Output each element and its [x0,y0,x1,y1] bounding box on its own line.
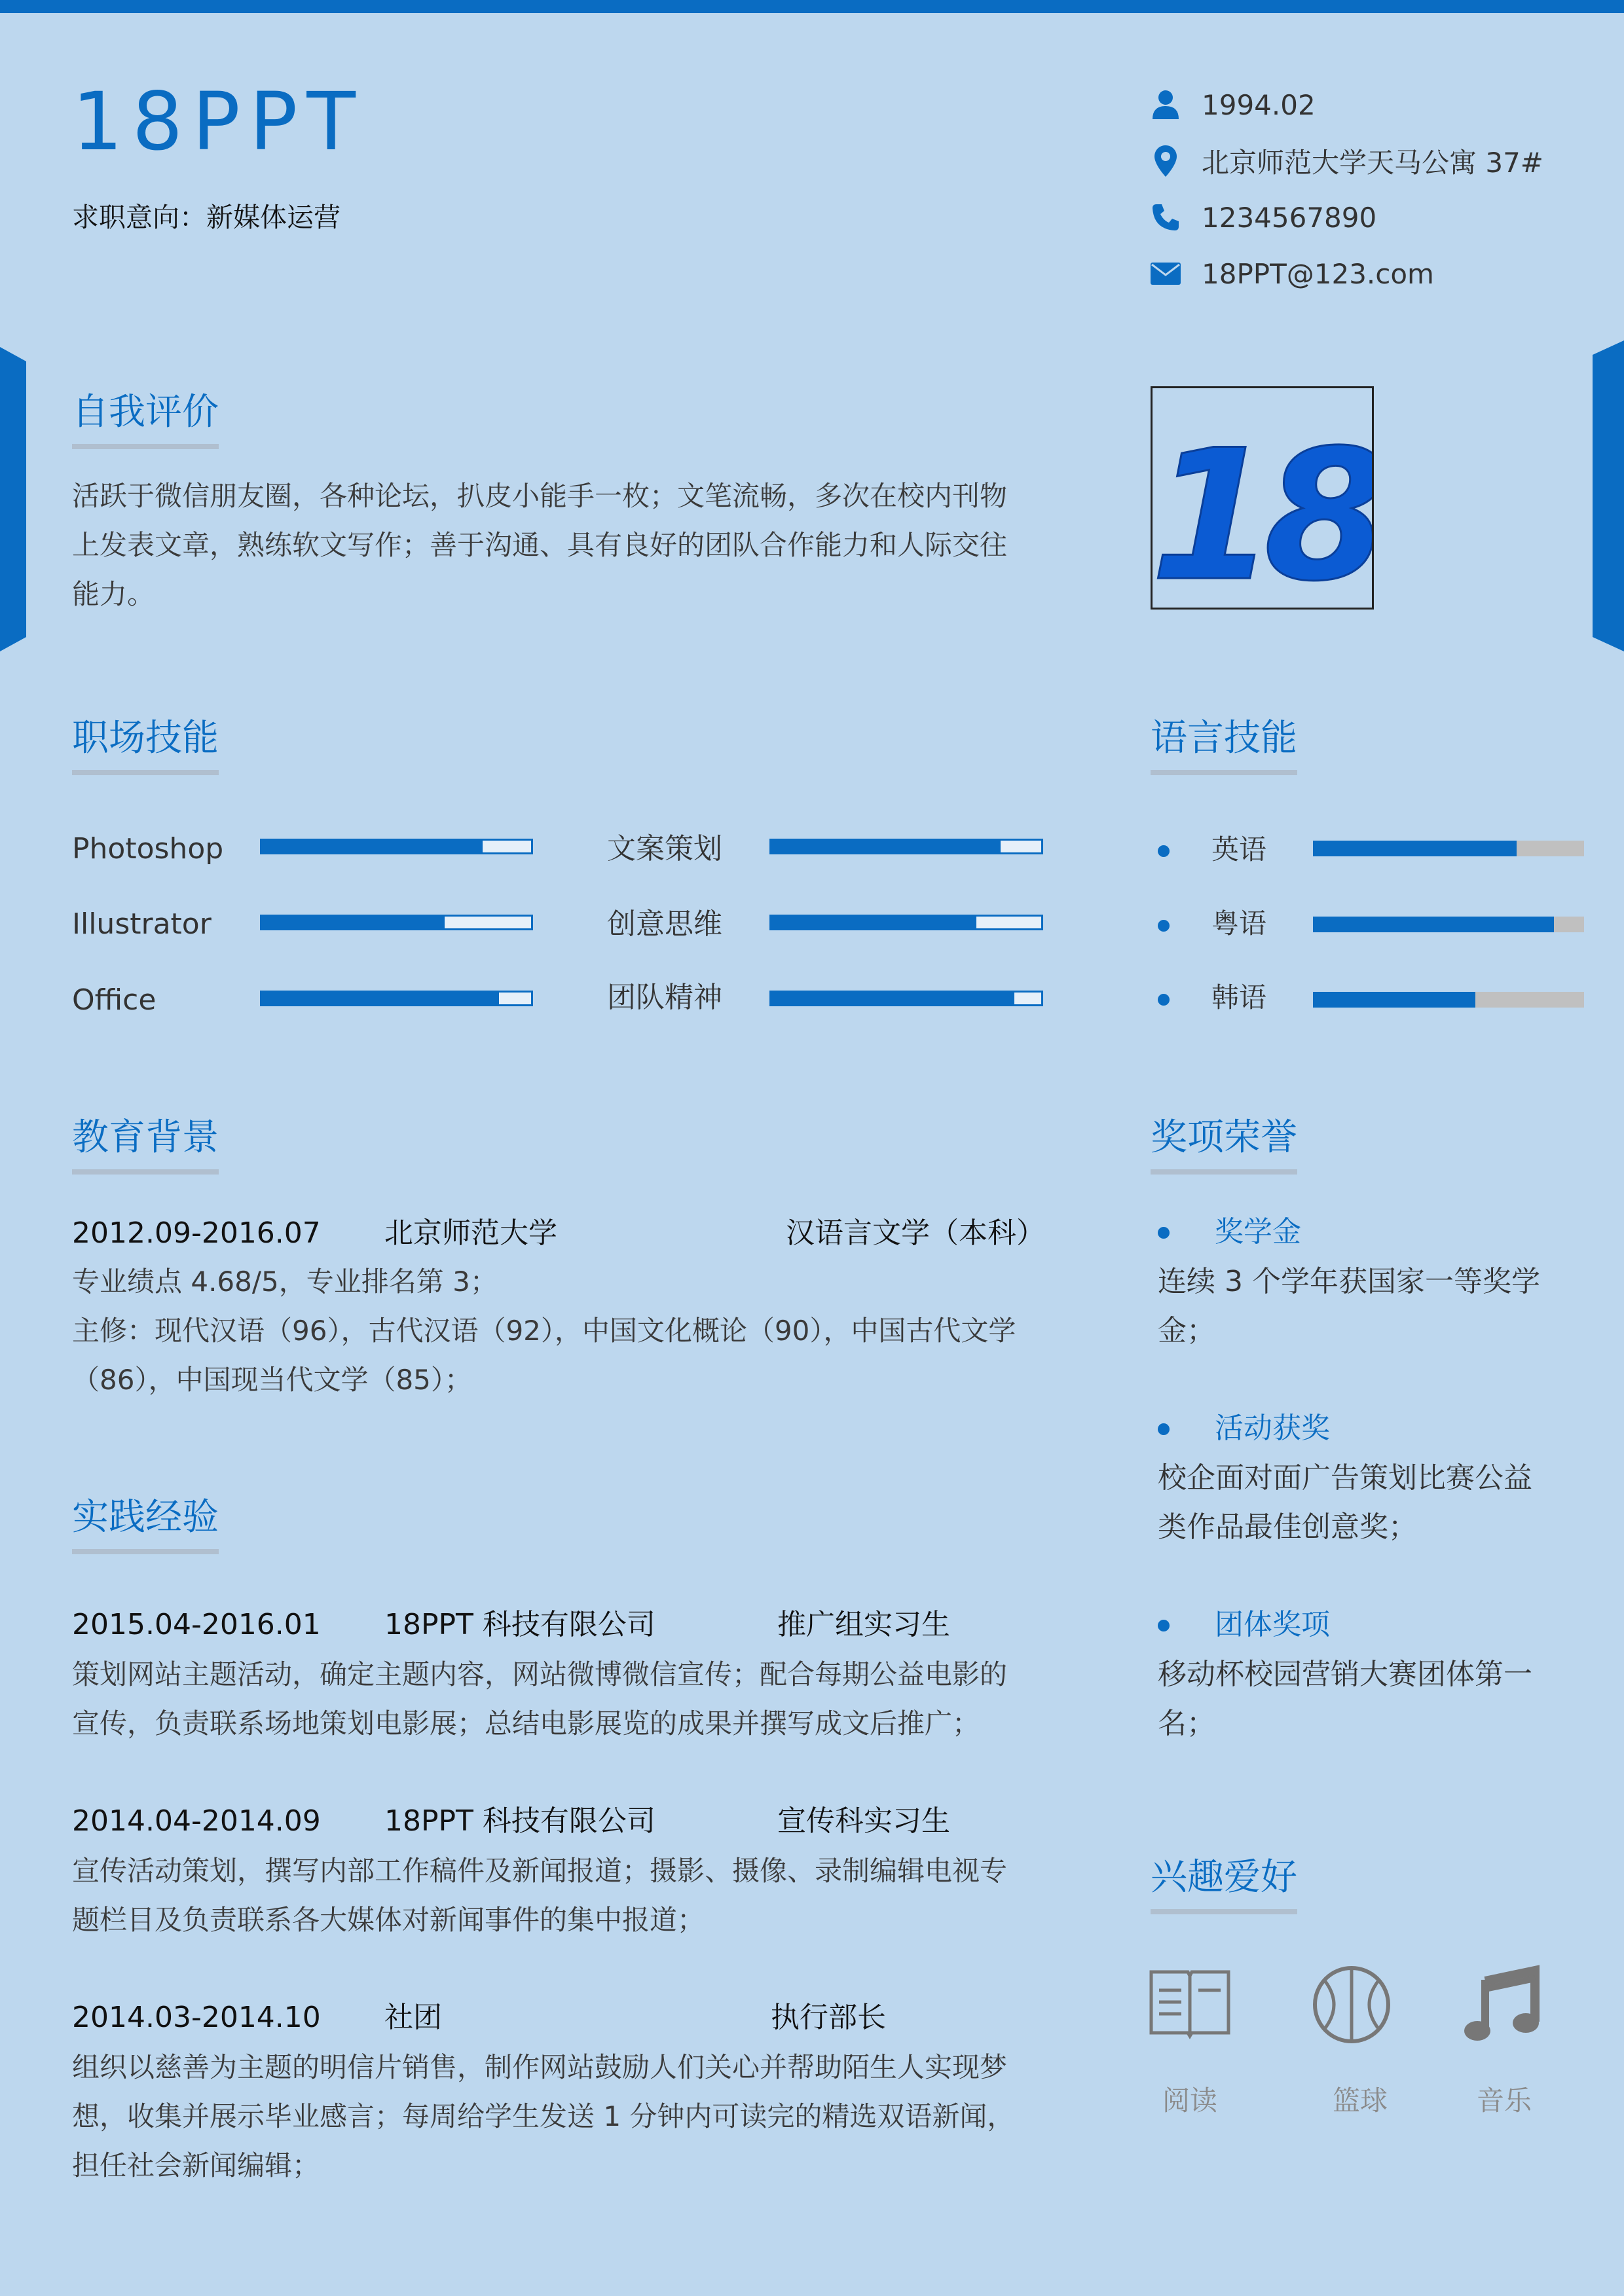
practice-org: 社团 [384,2001,442,2034]
award-desc [1158,1257,1603,1355]
edu-period: 2012.09-2016.07 [72,1216,321,1250]
practice-org: 18PPT 科技有限公司 [384,1804,655,1838]
award-line: 名； [1158,1707,1215,1740]
contact-birth-row [1149,85,1316,124]
practice-line: 策划网站主题活动，确定主题内容，网站微博微信宣传；配合每期公益电影的 [72,1658,1008,1690]
practice-period: 2015.04-2016.01 [72,1608,321,1641]
award-line: 类作品最佳创意奖； [1158,1510,1417,1544]
profile-photo [1151,386,1374,610]
practice-line: 担任社会新闻编辑； [72,2149,320,2181]
practice-role: 执行部长 [771,2001,886,2034]
practice-role: 推广组实习生 [777,1608,950,1641]
lang-bar [1313,917,1584,932]
practice-period: 2014.04-2014.09 [72,1804,321,1838]
job-intent: 求职意向：新媒体运营 [72,202,341,233]
award-title: 奖学金 [1215,1215,1301,1248]
bullet-dot [1158,1423,1170,1435]
phone-number[interactable]: 1234567890 [1202,201,1377,234]
person-icon [1149,88,1182,121]
education-heading: 教育背景 [72,1120,219,1175]
work-skills-heading: 职场技能 [72,720,219,775]
mail-icon [1149,257,1182,290]
skill-bar [260,991,533,1006]
hobby-label: 篮球 [1332,2085,1388,2117]
right-accent-tab [1593,340,1624,651]
award-desc [1158,1453,1603,1552]
practice-period: 2014.03-2014.10 [72,2001,321,2034]
music-icon [1462,1964,1547,2049]
edu-major: 汉语言文学（本科） [786,1216,1045,1250]
lang-bar [1313,992,1584,1008]
self-eval-line: 活跃于微信朋友圈，各种论坛，扒皮小能手一枚；文笔流畅，多次在校内刊物 [72,480,1008,512]
edu-line: 主修：现代汉语（96），古代汉语（92），中国文化概论（90），中国古代文学 [72,1315,1016,1347]
edu-details [72,1257,1067,1404]
award-title: 团体奖项 [1215,1608,1330,1641]
bullet-dot [1158,920,1170,932]
address: 北京师范大学天马公寓 37# [1202,147,1543,179]
self-eval-text [72,471,1054,619]
edu-line: 专业绩点 4.68/5，专业排名第 3； [72,1266,498,1298]
email-address[interactable]: 18PPT@123.com [1202,257,1434,290]
phone-icon [1149,201,1182,234]
hobbies-heading: 兴趣爱好 [1151,1859,1297,1914]
bullet-dot [1158,1620,1170,1631]
lang-label: 英语 [1211,833,1267,866]
book-icon [1147,1964,1232,2049]
bullet-dot [1158,1227,1170,1239]
lang-label: 粤语 [1211,907,1267,939]
self-eval-line: 能力。 [72,578,155,610]
award-desc [1158,1650,1603,1748]
contact-email-row [1149,254,1434,293]
award-line: 校企面对面广告策划比赛公益 [1158,1461,1532,1495]
self-eval-line: 上发表文章，熟练软文写作；善于沟通、具有良好的团队合作能力和人际交往 [72,529,1008,561]
svg-text:18: 18 [1153,411,1372,608]
hobby-label: 阅读 [1162,2085,1217,2117]
skill-label: 创意思维 [607,907,722,941]
bullet-dot [1158,994,1170,1006]
skill-label: 文案策划 [607,832,722,866]
practice-line: 组织以慈善为主题的明信片销售，制作网站鼓励人们关心并帮助陌生人实现梦 [72,2051,1008,2083]
practice-line: 题栏目及负责联系各大媒体对新闻事件的集中报道； [72,1904,705,1936]
location-pin-icon [1149,145,1182,177]
awards-heading: 奖项荣誉 [1151,1120,1297,1175]
lang-label: 韩语 [1211,981,1267,1013]
hobby-label: 音乐 [1476,2085,1532,2117]
practice-desc [72,1846,1080,1944]
lang-skills-heading: 语言技能 [1151,720,1297,775]
skill-bar [260,839,533,854]
left-accent-tab [0,347,26,651]
basketball-icon [1311,1964,1396,2049]
edu-school: 北京师范大学 [384,1216,557,1250]
top-accent-bar [0,0,1624,13]
practice-org: 18PPT 科技有限公司 [384,1608,655,1641]
practice-desc [72,1650,1080,1748]
award-line: 连续 3 个学年获国家一等奖学 [1158,1265,1540,1298]
skill-bar [769,991,1043,1006]
skill-label: Illustrator [72,907,212,941]
skill-bar [769,839,1043,854]
birth-date: 1994.02 [1202,88,1316,121]
skill-label: 团队精神 [607,981,722,1014]
practice-role: 宣传科实习生 [777,1804,950,1838]
practice-desc [72,2043,1094,2190]
lang-bar [1313,841,1584,856]
skill-label: Photoshop [72,832,224,866]
edu-line: （86），中国现当代文学（85）； [72,1364,472,1396]
bullet-dot [1158,845,1170,857]
practice-line: 宣传活动策划，撰写内部工作稿件及新闻报道；摄影、摄像、录制编辑电视专 [72,1855,1008,1887]
contact-address-row [1149,141,1543,181]
skill-bar [769,915,1043,930]
contact-phone-row [1149,198,1376,237]
skill-label: Office [72,983,157,1017]
practice-line: 宣传，负责联系场地策划电影展；总结电影展览的成果并撰写成文后推广； [72,1707,980,1740]
award-line: 移动杯校园营销大赛团体第一 [1158,1658,1532,1691]
logo-18-image [1153,388,1372,608]
practice-line: 想，收集并展示毕业感言；每周给学生发送 1 分钟内可读完的精选双语新闻， [72,2100,1015,2132]
candidate-name: 18PPT [72,75,365,168]
practice-heading: 实践经验 [72,1499,219,1554]
skill-bar [260,915,533,930]
award-line: 金； [1158,1314,1215,1347]
self-eval-heading: 自我评价 [72,394,219,449]
award-title: 活动获奖 [1215,1412,1330,1445]
